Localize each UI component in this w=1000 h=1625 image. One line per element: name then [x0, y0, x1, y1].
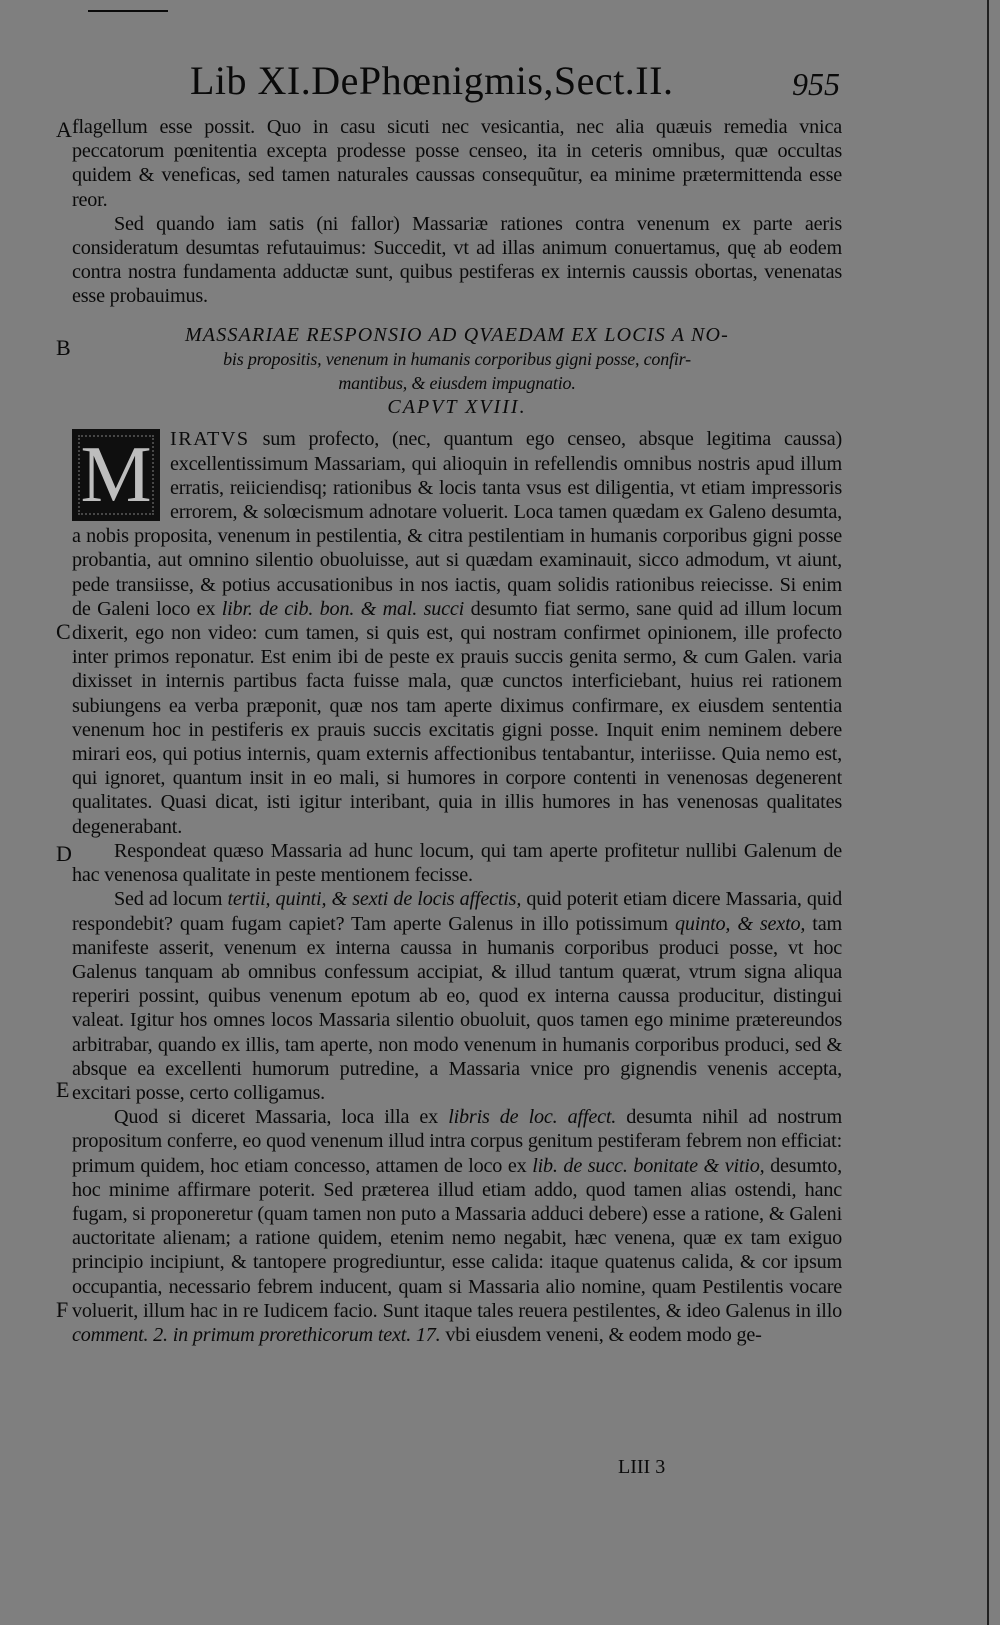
chapter-heading-line-1: MASSARIAE RESPONSIO AD QVAEDAM EX LOCIS A NO- [184, 323, 730, 346]
paragraph-text: vbi eiusdem veneni, & eodem modo ge- [445, 1323, 762, 1346]
caput-label: CAPVT XVIII. [387, 396, 527, 419]
margin-letter-d: D [56, 841, 72, 866]
citation: libr. de cib. bon. & mal. succi [221, 597, 465, 620]
opening-word: IRATVS [170, 428, 250, 451]
margin-letter-e: E [56, 1077, 70, 1102]
citation: lib. de succ. bonitate & vitio, [532, 1154, 765, 1177]
chapter-heading [72, 323, 842, 420]
chapter-paragraph-3 [72, 887, 842, 1105]
chapter-heading-line-2: bis propositis, venenum in humanis corporibus gigni posse, confir- [223, 348, 691, 369]
page-edge-rule [987, 0, 989, 1625]
page-number: 955 [792, 66, 840, 102]
chapter-heading-line-3: mantibus, & eiusdem impugnatio. [338, 373, 576, 394]
ornamental-drop-cap [72, 429, 160, 521]
paragraph-text: tam manifeste asserit, venenum ex interna caussa in humanis corporibus produci posse, vt hoc Galenus tanquam ab omnibus confessum accipiat, & illud tantum quærat, vtrum signa aliqua reperiri possint, quibus venenum epotum ab eo, quod ex interna caussa producitur, distingui valeat. Igitur hos omnes locos Massaria silentio obuoluit, quos tamen ego minime prætereundos arbitrabar, quando ex illis, tam aperte, non modo venenum in humanis corporibus produci, sed & absque ea excellenti humorum putredine, a Massaria vnice pro gignendis venenis accepta, excitari posse, certo colligamus. [72, 912, 842, 1104]
margin-letter-a: A [56, 117, 72, 142]
paragraph-text: Sed ad locum [114, 888, 223, 911]
paragraph-text: desumto fiat sermo, sane quid ad illum locum dixerit, ego non video: cum tamen, si quis est, qui nostram confirmet opinionem, ille profecto inter primos reponatur. Est enim ibi de peste ex prauis succis genita sermo, & cum Galen. varia dixisset in internis partibus facta fuisse mala, quæ cunctos interficiebant, huius rei rationem subiungens ea verba præponit, quæ nos tam aperte diximus confirmare, ex eiusdem sententia venenum hoc in pestiferis ex prauis succis excitatis gigni posse. Inquit enim neminem debere mirari eos, qui potius internis, quam externis affectionibus tentabantur, interiisse. Quia nemo est, qui ignoret, quantum insit in eo mali, si humores in corpore contenti in venenosas degenerent qualitates. Quasi dicat, isti igitur interibant, quia in illis humores in has venenosas qualitates degenerabant. [72, 597, 842, 838]
printer-mark [88, 6, 178, 14]
margin-letter-c: C [56, 619, 71, 644]
citation: tertii, quinti, & sexti de locis affectis, [227, 888, 522, 911]
paragraph-text: quid poterit etiam dicere Massaria, quid respondebit? quam fugam capiet? Tam aperte Galenus in illo potissimum [72, 888, 842, 935]
paragraph-text: desumta nihil ad nostrum propositum conferre, eo quod venenum illud intra corpus genitum pestiferam febrem non efficiat: primum quidem, hoc etiam concesso, attamen de loco ex [72, 1106, 842, 1177]
margin-letter-f: F [56, 1297, 69, 1322]
paragraph-text: desumto, hoc minime affirmare poterit. Sed præterea illud etiam addo, quod tamen alias ostendi, hanc fugam, si proponeretur (quam tamen non puto a Massaria adduci debere) esse a ratione, & Galeni auctoritate alienam; a ratione quidem, etenim nemo negabit, hæc venena, quæ ex tam exiguo principio incipiunt, & tantopere progrediuntur, esse calida: itaque quatenus calida, & cor ipsum occupantia, necessario febrem inducent, quam si Massaria alio nomine, quam Pestilentis vocare voluerit, illum hac in re Iudicem facio. Sunt itaque tales reuera pestilentes, & ideo Galenus in illo [72, 1154, 842, 1322]
margin-letter-b: B [56, 335, 71, 360]
chapter-paragraph-1 [72, 427, 842, 838]
intro-paragraph-2: Sed quando iam satis (ni fallor) Massariæ rationes contra venenum ex parte aeris consideratum desumtas refutauimus: Succedit, vt ad illas animum conuertamus, quę ab eodem contra nostra fundamenta adductæ sunt, quibus pestiferas ex internis caussis obortas, venenatas esse probauimus. [72, 212, 842, 308]
drop-cap-letter: M [80, 431, 152, 520]
citation: libris de loc. affect. [448, 1106, 617, 1129]
chapter-paragraph-2: Respondeat quæso Massaria ad hunc locum, qui tam aperte profitetur nullibi Galenum de hac venenosa qualitate in peste mentionem fecisse. [72, 839, 842, 887]
body-text [72, 115, 842, 1347]
running-title: Lib XI.DePhœnigmis,Sect.II. [190, 58, 674, 103]
running-header [190, 56, 840, 106]
intro-paragraph-1: flagellum esse possit. Quo in casu sicuti nec vesicantia, nec alia quæuis remedia vnica peccatorum pœnitentia excepta prodesse posse censeo, ita in ceteris omnibus, quæ occultas quidem & veneficas, sed tamen naturales caussas consequũtur, ea minime prætermittenda esse reor. [72, 116, 842, 211]
signature-mark: LIII 3 [618, 1456, 666, 1478]
paragraph-text: Quod si diceret Massaria, loca illa ex [114, 1106, 439, 1129]
chapter-paragraph-4 [72, 1105, 842, 1347]
citation: comment. 2. in primum prorethicorum text. 17. [72, 1323, 441, 1346]
citation: quinto, & sexto, [675, 912, 806, 935]
paragraph-text: sum profecto, (nec, quantum ego censeo, absque legitima caussa) excellentissimum Massariam, qui alioquin in refellendis omnibus nostris apud illum erratis, reiiciendisq; rationibus & locis tanta vsus est diligentia, vt etiam impressoris errorem, & solœcismum adnotare voluerit. Loca tamen quædam ex Galeno desumta, a nobis proposita, venenum in pestilentia, & citra pestilentiam in humanis corporibus gigni posse probantia, aut omnino silentio obuoluisse, aut si quædam examinauit, sicco admodum, vt aiunt, pede transiisse, & potius accusationibus in nos iactis, quam solidis rationibus reiecisse. Si enim de Galeni loco ex [72, 428, 842, 620]
